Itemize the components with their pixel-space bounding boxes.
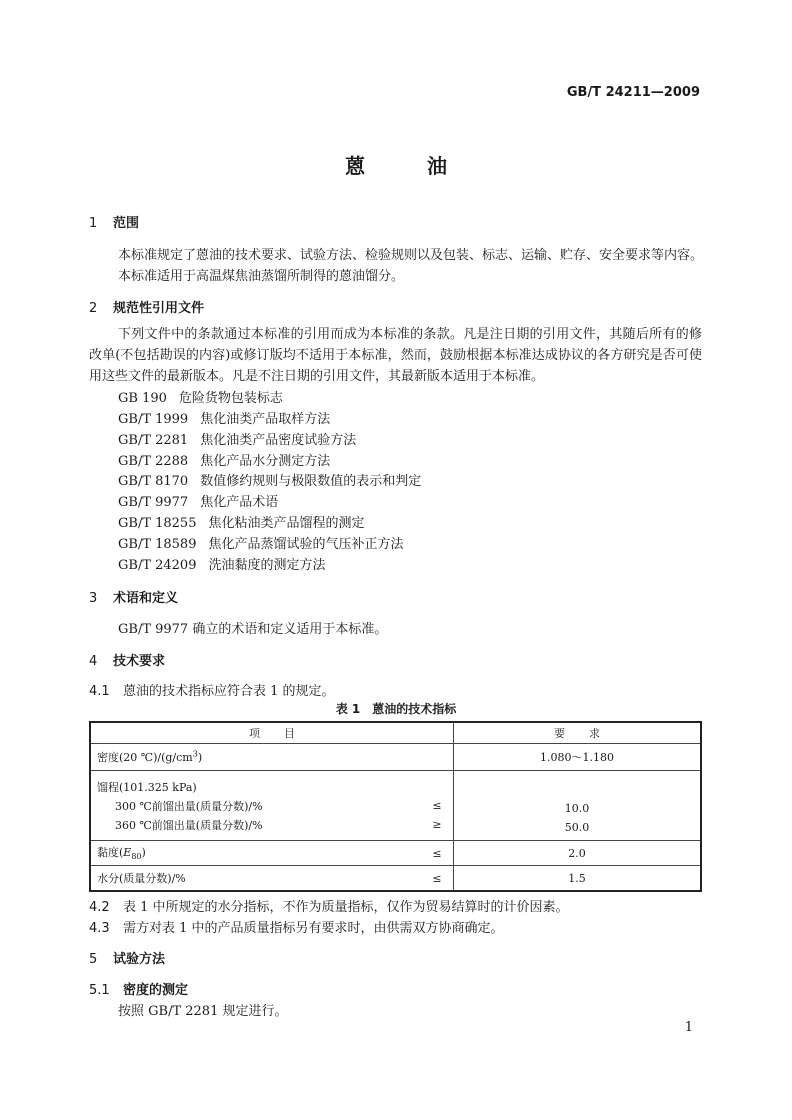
section-1-heading <box>89 212 139 231</box>
section-number: 5 <box>89 952 98 967</box>
clause-5-1-text: 按照 GB/T 2281 规定进行。 <box>118 1004 288 1019</box>
table-row-distillation <box>90 771 701 841</box>
table-row-viscosity <box>90 841 701 866</box>
header-item: 项目 <box>90 722 454 744</box>
reference-code: GB/T 1999 <box>118 412 189 427</box>
distillation-360-label: 360 ℃前馏出量(质量分数)/% <box>115 818 263 832</box>
spec-table <box>89 721 702 892</box>
distillation-360-symbol: ≥ <box>432 818 442 831</box>
reference-code: GB 190 <box>118 391 167 406</box>
distillation-values <box>454 771 702 841</box>
distillation-300-line <box>97 796 447 815</box>
distillation-360-line <box>97 815 447 834</box>
section-title: 规范性引用文件 <box>113 301 205 316</box>
section-title: 技术要求 <box>113 654 166 669</box>
density-value: 1.080～1.180 <box>454 744 702 771</box>
reference-name: 焦化产品术语 <box>200 495 279 510</box>
table-row-density <box>90 744 701 771</box>
section-number: 2 <box>89 301 98 316</box>
clause-4-2 <box>89 896 569 915</box>
viscosity-label <box>97 844 146 861</box>
clause-4-3 <box>89 917 504 936</box>
reference-item <box>118 554 326 573</box>
section-4-heading <box>89 650 165 669</box>
viscosity-label-end: ) <box>141 846 146 860</box>
section-number: 4 <box>89 654 98 669</box>
reference-name: 数值修约规则与极限数值的表示和判定 <box>200 474 422 489</box>
clause-text: 需方对表 1 中的产品质量指标另有要求时，由供需双方协商确定。 <box>123 921 504 936</box>
reference-name: 焦化油类产品密度试验方法 <box>200 433 357 448</box>
section-1-paragraph-1: 本标准规定了蒽油的技术要求、试验方法、检验规则以及包装、标志、运输、贮存、安全要求等内容。 <box>118 248 704 263</box>
reference-item <box>118 491 278 510</box>
table-row-water <box>90 866 701 892</box>
clause-title: 密度的测定 <box>123 983 189 998</box>
reference-code: GB/T 24209 <box>118 558 197 573</box>
viscosity-value: 2.0 <box>454 841 702 866</box>
distillation-300-label: 300 ℃前馏出量(质量分数)/% <box>115 799 263 813</box>
reference-item <box>118 512 365 531</box>
density-unit-sup: 3 <box>192 749 198 759</box>
viscosity-label-text: 黏度( <box>97 846 124 860</box>
section-title: 范围 <box>113 216 140 231</box>
clause-4-1 <box>89 680 335 699</box>
reference-name: 焦化粘油类产品馏程的测定 <box>208 516 365 531</box>
clause-text: 表 1 中所规定的水分指标，不作为质量指标，仅作为贸易结算时的计价因素。 <box>123 900 569 915</box>
reference-item <box>118 408 330 427</box>
reference-code: GB/T 8170 <box>118 474 189 489</box>
reference-name: 洗油黏度的测定方法 <box>208 558 326 573</box>
water-line <box>97 869 447 888</box>
standard-number: GB/T 24211—2009 <box>566 85 700 100</box>
reference-code: GB/T 9977 <box>118 495 189 510</box>
reference-code: GB/T 18589 <box>118 537 197 552</box>
clause-text: 蒽油的技术指标应符合表 1 的规定。 <box>123 684 335 699</box>
page-number: 1 <box>684 1020 693 1035</box>
section-1-paragraph-2: 本标准适用于高温煤焦油蒸馏所制得的蒽油馏分。 <box>118 269 405 284</box>
section-number: 1 <box>89 216 98 231</box>
clause-number: 5.1 <box>89 983 110 998</box>
density-label <box>90 744 454 771</box>
reference-name: 危险货物包装标志 <box>178 391 283 406</box>
viscosity-subscript: 80 <box>131 852 142 862</box>
clause-number: 4.1 <box>89 684 110 699</box>
distillation-300-value: 10.0 <box>564 802 590 815</box>
clause-number: 4.3 <box>89 921 110 936</box>
section-3-heading <box>89 587 178 606</box>
reference-name: 焦化产品蒸馏试验的气压补正方法 <box>208 537 404 552</box>
reference-name: 焦化产品水分测定方法 <box>200 454 331 469</box>
distillation-300-symbol: ≤ <box>432 799 442 812</box>
water-label: 水分(质量分数)/% <box>97 872 186 885</box>
clause-number: 4.2 <box>89 900 110 915</box>
section-number: 3 <box>89 591 98 606</box>
water-value: 1.5 <box>454 866 702 892</box>
section-3-paragraph: GB/T 9977 确立的术语和定义适用于本标准。 <box>118 622 388 637</box>
density-label-text: 密度(20 ℃)/(g/cm <box>97 751 193 764</box>
section-title: 试验方法 <box>113 952 166 967</box>
distillation-label <box>97 777 447 796</box>
water-cell <box>90 866 454 892</box>
reference-item <box>118 429 356 448</box>
reference-item <box>118 470 421 489</box>
table-caption: 表 1 蒽油的技术指标 <box>335 702 457 716</box>
density-label-end: ) <box>197 751 203 764</box>
reference-name: 焦化油类产品取样方法 <box>200 412 331 427</box>
header-requirement: 要求 <box>454 722 702 744</box>
distillation-cell <box>90 771 454 841</box>
section-5-heading <box>89 948 165 967</box>
reference-code: GB/T 18255 <box>118 516 197 531</box>
distillation-label-text: 馏程(101.325 kPa) <box>97 780 197 794</box>
viscosity-line <box>97 844 447 863</box>
reference-item <box>118 533 404 552</box>
page-title: 蒽油 <box>345 154 509 178</box>
reference-item <box>118 387 283 406</box>
reference-code: GB/T 2281 <box>118 433 189 448</box>
distillation-360-value: 50.0 <box>564 821 590 834</box>
water-symbol: ≤ <box>432 871 442 885</box>
section-2-heading <box>89 297 204 316</box>
section-2-intro: 下列文件中的条款通过本标准的引用而成为本标准的条款。凡是注日期的引用文件，其随后所有的修改单(不包括勘误的内容)或修订版均不适用于本标准，然而，鼓励根据本标准达成协议的各方研究是否可使用这些文件的最新版本。凡是不注日期的引用文件，其最新版本适用于本标准。 <box>89 327 702 384</box>
clause-5-1-heading <box>89 979 188 998</box>
table-header-row <box>90 722 701 744</box>
reference-code: GB/T 2288 <box>118 454 189 469</box>
reference-item <box>118 450 330 469</box>
viscosity-cell <box>90 841 454 866</box>
section-title: 术语和定义 <box>113 591 179 606</box>
viscosity-variable: E <box>123 846 132 860</box>
viscosity-symbol: ≤ <box>432 846 442 860</box>
